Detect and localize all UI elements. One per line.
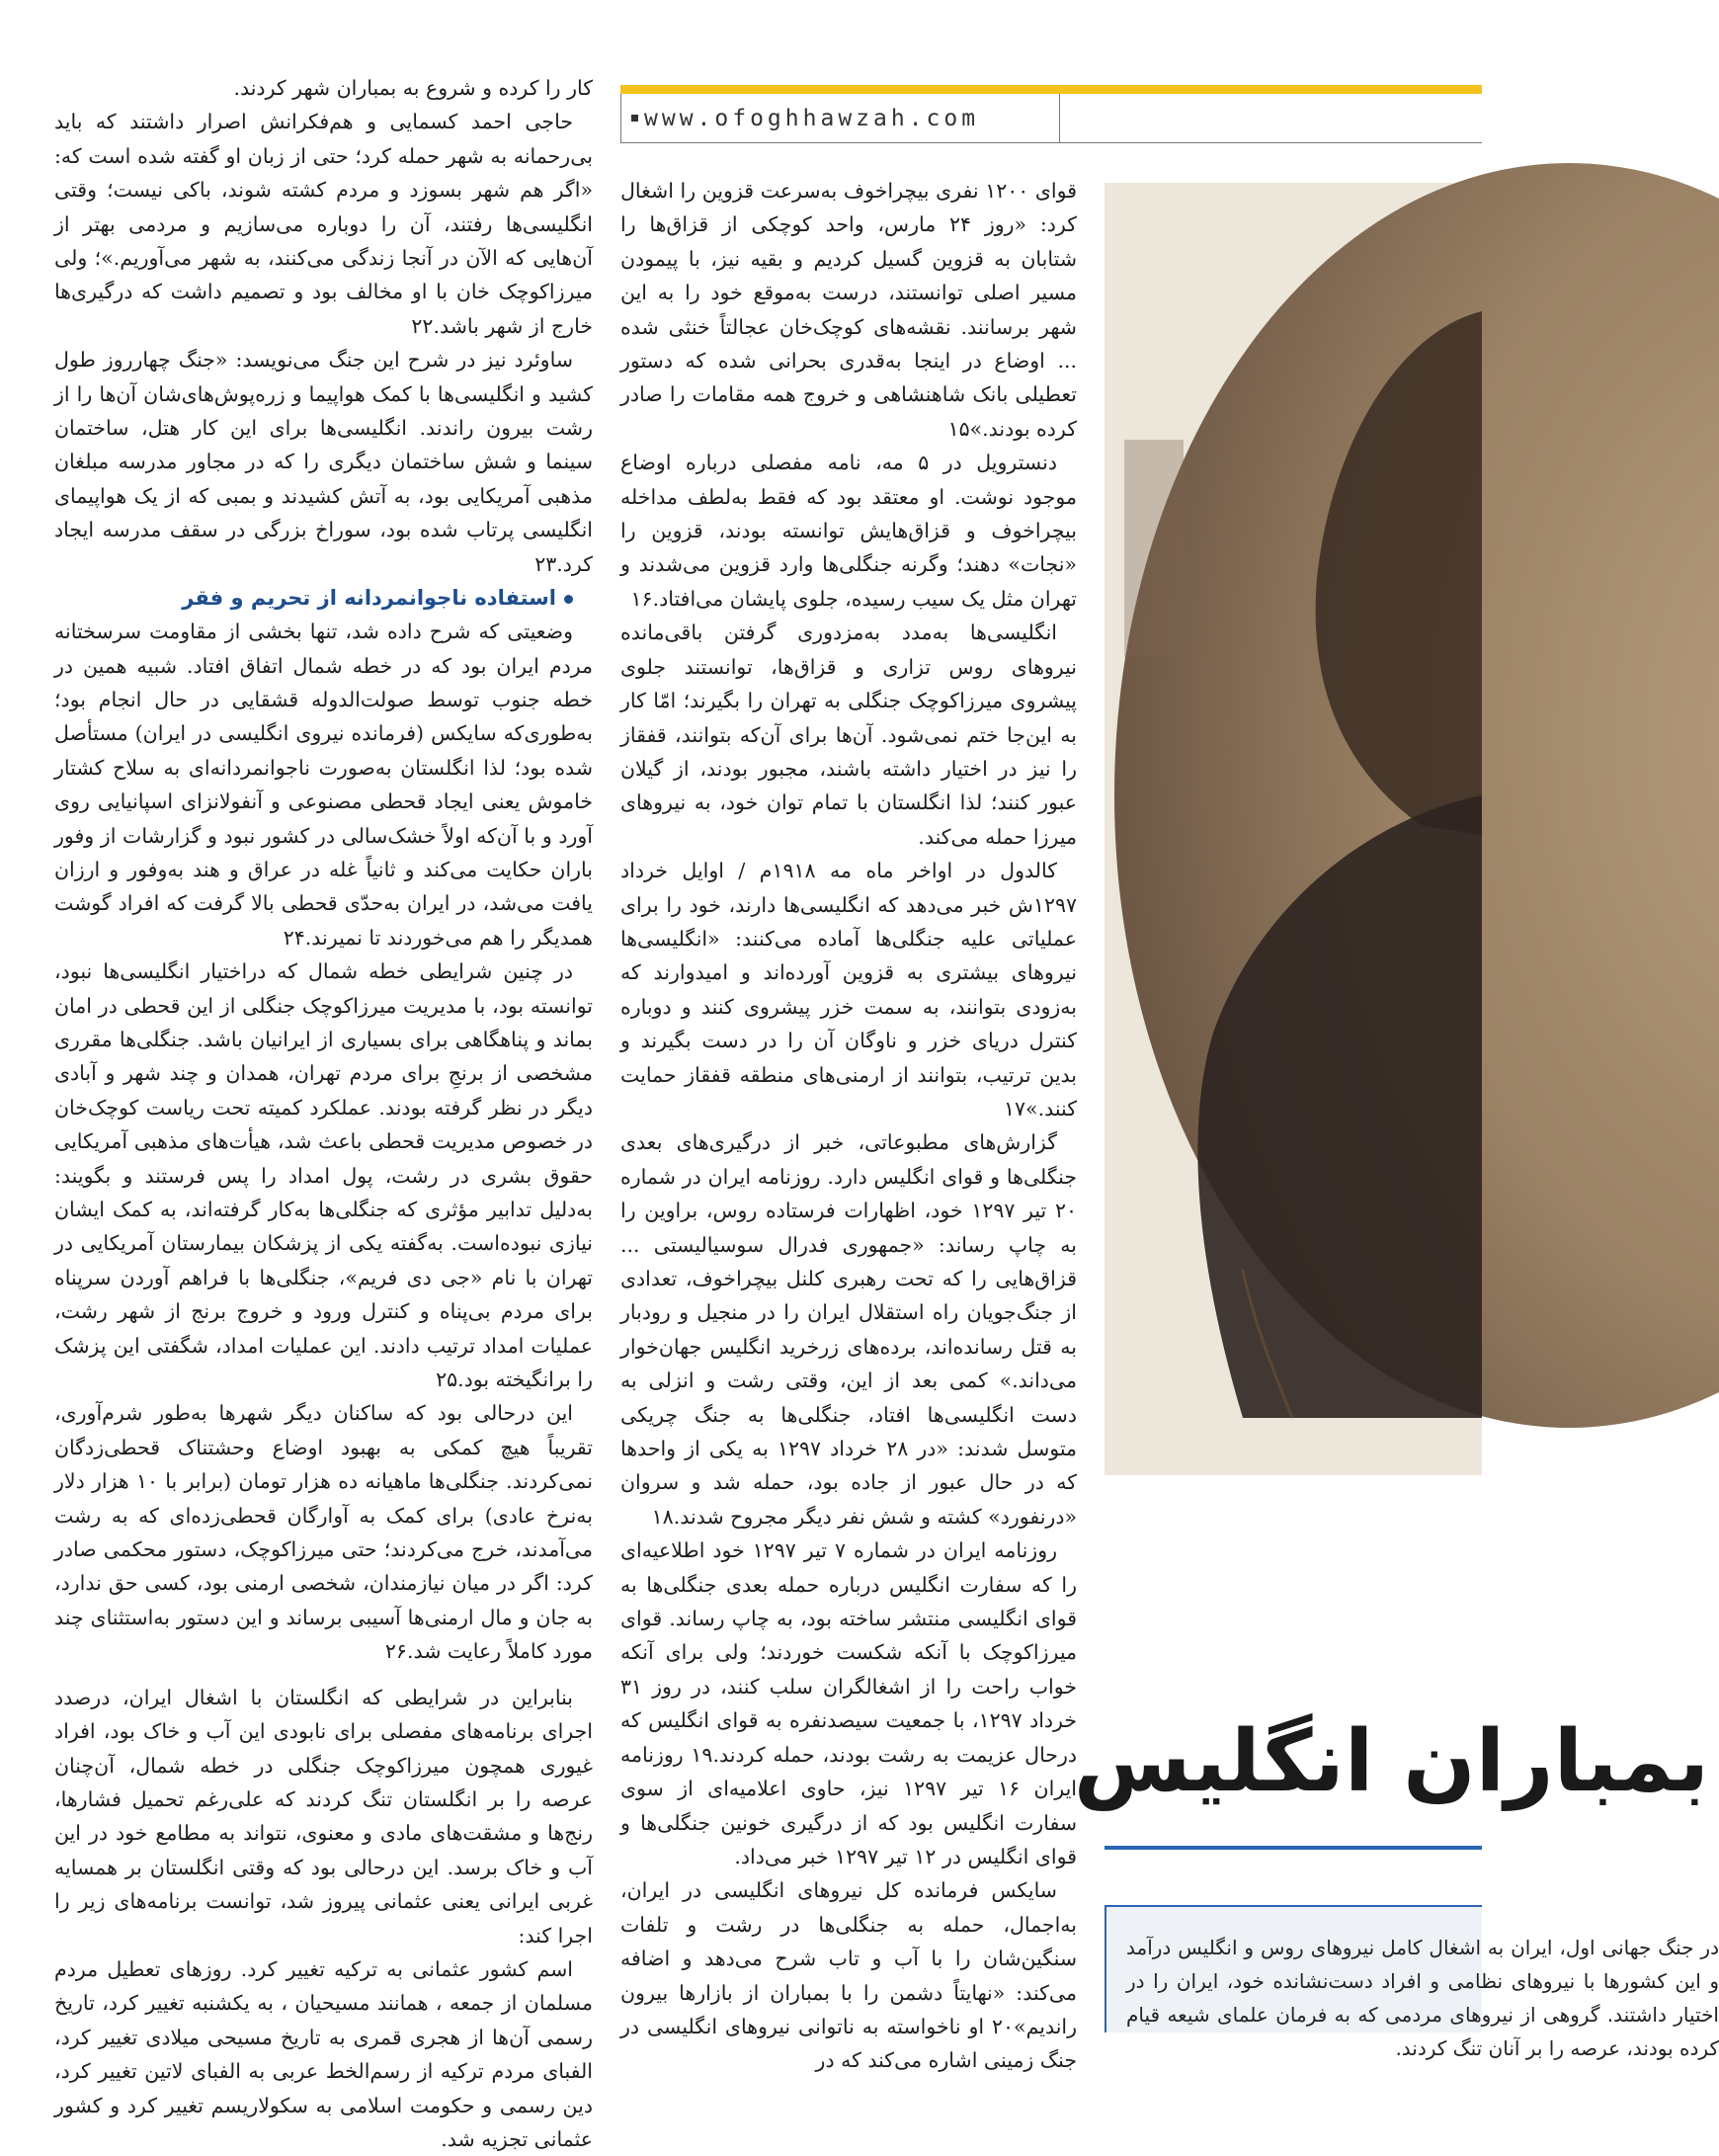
paragraph: حاجی احمد کسمایی و هم‌فکرانش اصرار داشتند که باید بی‌رحمانه به شهر حمله کرد؛ حتی از زبان او گفته شده است که: «اگر هم شهر بسوزد و مردم کشته شوند، باکی نیست؛ وقتی انگلیسی‌ها رفتند، آن را دوباره می‌سازیم و مردمی بهتر از آن‌هایی که الآن در آنجا زندگی می‌کنند، به شهر می‌آوریم.»؛ ولی میرزاکوچک خان با او مخالف بود و تصمیم داشت که درگیری‌ها خارج از شهر باشد.۲۲ xyxy=(54,110,593,338)
paragraph: در چنین شرایطی خطه شمال که دراختیار انگلیسی‌ها نبود، توانسته بود، با مدیریت میرزاکوچک جنگلی از این قحطی در امان بماند و پناهگاهی برای بسیاری از ایرانیان باشد. جنگلی‌ها مقرری مشخصی از برنجِ برای مردم تهران، همدان و چند شهر و آبادی دیگر در نظر گرفته بودند. عملکرد کمیته تحت ریاست کوچک‌خان در خصوص مدیریت قحطی باعث شد، هیأت‌های مذهبی آمریکایی حقوق بشری در رشت، پول امداد را پس فرستند و بگویند: به‌دلیل تدابیر مؤثری که جنگلی‌ها به‌کار گرفته‌اند، به کمک ایشان نیازی نبوده‌است. به‌گفته یکی از پزشکان بیمارستان آمریکایی در تهران با نام «جی دی فریم»، جنگلی‌ها با فراهم آوردن سرپناه برای مردم بی‌پناه و کنترل ورود و خروج برنج از شهر رشت، عملیات امداد ترتیب دادند. این عملیات امداد، شگفتی این پزشک را برانگیخته بود.۲۵ xyxy=(54,959,593,1392)
paragraph: دنسترویل در ۵ مه، نامه مفصلی درباره اوضاع موجود نوشت. او معتقد بود که فقط به‌لطف مداخله بیچراخوف و قزاق‌هایش توانسته بودند، قزوین را «نجات» دهند؛ وگرنه جنگلی‌ها وارد قزوین می‌شدند و تهران مثل یک سیب رسیده، جلوی پایشان می‌افتاد.۱۶ xyxy=(620,451,1077,611)
paragraph: بنابراین در شرایطی که انگلستان با اشغال ایران، درصدد اجرای برنامه‌های مفصلی برای نابودی این آب و خاک بود، افراد غیوری همچون میرزاکوچک جنگلی در خطه شمال، آن‌چنان عرصه را بر انگلستان تنگ کردند که علی‌رغم تحمیل فشارها، رنج‌ها و مشقت‌های مادی و معنوی، نتواند به مطامع خود در این آب و خاک برسد. این درحالی بود که وقتی انگلستان بر همسایه غربی ایرانی یعنی عثمانی پیروز شد، توانست برنامه‌های زیر را اجرا کند: xyxy=(54,1685,593,1948)
paragraph: کالدول در اواخر ماه مه ۱۹۱۸م / اوایل خرداد ۱۲۹۷ش خبر می‌دهد که انگلیسی‌ها دارند، خود را برای عملیاتی علیه جنگلی‌ها آماده می‌کنند: «انگلیسی‌ها نیروهای بیشتری به قزوین آورده‌اند و امیدوارند که به‌زودی بتوانند، به سمت خزر پیشروی کنند و دوباره کنترل دریای خزر و ناوگان آن را در دست بگیرند و بدین ترتیب، بتوانند از ارمنی‌های منطقه قفقاز حمایت کنند.»۱۷ xyxy=(620,859,1077,1120)
paragraph: سایکس فرمانده کل نیروهای انگلیسی در ایران، به‌اجمال، حمله به جنگلی‌ها در رشت و تلفات سنگین‌شان را با آب و تاب شرح می‌دهد و اضافه می‌کند: «نهایتاً دشمن را با بمباران از بازارها بیرون راندیم»۲۰ او ناخواسته به ناتوانی نیروهای انگلیسی در جنگ زمینی اشاره می‌کند که در xyxy=(620,1878,1077,2073)
paragraph: وضعیتی که شرح داده شد، تنها بخشی از مقاومت سرسختانه مردم ایران بود که در خطه شمال اتفاق افتاد. شبیه همین در خطه جنوب توسط صولت‌الدوله قشقایی در حال انجام بود؛ به‌طوری‌که سایکس (فرمانده نیروی انگلیسی در ایران) مستأصل شده بود؛ لذا انگلستان به‌صورت ناجوانمردانه‌ای به سلاح کشتار خاموش یعنی ایجاد قحطی مصنوعی و آنفولانزای اسپانیایی روی آورد و با آن‌که اولاً خشک‌سالی در کشور نبود و گزارشات از وفور باران حکایت می‌کند و ثانیاً غله در عراق و هند به‌وفور و ارزان یافت می‌شد، در ایران به‌حدّی قحطی بالا گرفت که افراد گوشت همدیگر را هم می‌خوردند تا نمیرند.۲۴ xyxy=(54,620,593,950)
subheading-text: استفاده ناجوانمردانه از تحریم و فقر xyxy=(182,586,556,611)
header-accent-bar xyxy=(620,85,1482,94)
paragraph: ساوئرد نیز در شرح این جنگ می‌نویسد: «جنگ چهارروز طول کشید و انگلیسی‌ها با کمک هواپیما و زره‌پوش‌های‌شان آن‌ها را از رشت بیرون راندند. انگلیسی‌ها برای این کار هتل، ساختمان سینما و شش ساختمان دیگری را که در مجاور مدرسه مبلغان مذهبی آمریکایی بود، به آتش کشیدند و بمبی که از یک هواپیمای انگلیسی پرتاب شده بود، سوراخ بزرگی در سقف مدرسه ایجاد کرد.۲۳ xyxy=(54,348,593,576)
website-url[interactable]: www.ofoghhawzah.com xyxy=(644,105,980,131)
paragraph: این درحالی بود که ساکنان دیگر شهرها به‌طور شرم‌آوری، تقریباً هیچ کمکی به بهبود اوضاع وحشتناک قحطی‌زدگان نمی‌کردند. جنگلی‌ها ماهیانه ده هزار تومان (برابر با ۱۰ هزار دلار به‌نرخ عادی) برای کمک به آوارگان قحطی‌زده‌ای که به رشت می‌آمدند، خرج می‌کردند؛ حتی میرزاکوچک، دستور محکمی صادر کرد: اگر در میان نیازمندان، شخصی ارمنی بود، کسی حق ندارد، به جان و مال ارمنی‌ها آسیبی برساند و این دستور به‌استثنای چند مورد کاملاً رعایت شد.۲۶ xyxy=(54,1401,593,1664)
headline-rule xyxy=(1105,1846,1482,1850)
bullet-icon xyxy=(564,595,573,604)
portrait-photo-icon xyxy=(1105,183,1482,1475)
header-rule xyxy=(1060,94,1482,143)
paragraph: قوای ۱۲۰۰ نفری بیچراخوف به‌سرعت قزوین را اشغال کرد: «روز ۲۴ مارس، واحد کوچکی از قزاق‌ها را شتابان به قزوین گسیل کردیم و بقیه نیز، با پیمودن مسیر اصلی توانستند، درست به‌موقع خود را به این شهر برسانند. نقشه‌های کوچک‌خان عجالتاً خنثی شده ... اوضاع در اینجا به‌قدری بحرانی شده که دستور تعطیلی بانک شاهنشاهی و خروج همه مقامات را صادر کرده بودند.»۱۵ xyxy=(620,179,1077,441)
portrait-photo xyxy=(1105,183,1482,1475)
paragraph: اسم کشور عثمانی به ترکیه تغییر کرد. روزهای تعطیل مردم مسلمان از جمعه ، همانند مسیحیان ، به یکشنبه تغییر کرد، تاریخ رسمی آن‌ها از هجری قمری به تاریخ مسیحی میلادی تغییر کرد، الفبای مردم ترکیه از رسم‌الخط عربی به الفبای لاتین تغییر کرد، دین رسمی و حکومت اسلامی به سکولاریسم تغییر کرد و کشور عثمانی تجزیه شد. xyxy=(54,1956,593,2151)
section-subheading xyxy=(54,581,593,615)
left-text-column xyxy=(54,71,593,2151)
paragraph: انگلیسی‌ها به‌مدد به‌مزدوری گرفتن باقی‌مانده نیروهای روس تزاری و قزاق‌ها، توانستند جلوی پیشروی میرزاکوچک جنگلی به تهران را بگیرند؛ امّا کار به این‌جا ختم نمی‌شود. آن‌ها برای آن‌که بتوانند، قفقاز را نیز در اختیار داشته باشند، مجبور بودند، از گیلان عبور کنند؛ لذا انگلستان با تمام توان خود، به نیروهای میرزا حمله می‌کند. xyxy=(620,621,1077,849)
headline xyxy=(1073,1704,1709,1823)
paragraph: روزنامه ایران در شماره ۷ تیر ۱۲۹۷ خود اطلاعیه‌ای را که سفارت انگلیس درباره حمله بعدی جنگلی‌ها به قوای انگلیسی منتشر ساخته بود، به چاپ رساند. قوای میرزاکوچک با آنکه شکست خوردند؛ ولی برای آنکه خواب راحت را از اشغالگران سلب کنند، در روز ۳۱ خرداد ۱۲۹۷، با جمعیت سیصدنفره به قوای انگلیس که درحال عزیمت به رشت بودند، حمله کردند.۱۹ روزنامه ایران ۱۶ تیر ۱۲۹۷ نیز، حاوی اعلامیه‌ای از سوی سفارت انگلیس بود که از درگیری خونین جنگلی‌ها و قوای انگلیس در ۱۲ تیر ۱۲۹۷ خبر می‌داد. xyxy=(620,1538,1078,1868)
paragraph: کار را کرده و شروع به بمباران شهر کردند. xyxy=(233,76,593,100)
paragraph: گزارش‌های مطبوعاتی، خبر از درگیری‌های بعدی جنگلی‌ها و قوای انگلیس دارد. روزنامه ایران در شماره ۲۰ تیر ۱۲۹۷ خود، اظهارات فرستاده روس، براوین را به چاپ رساند: «جمهوری فدرال سوسیالیستی ... قزاق‌هایی را که تحت رهبری کلنل بیچراخوف، تعدادی از جنگ‌جویان راه استقلال ایران را در منجیل و رودبار به قتل رسانده‌اند، برده‌های زرخرید انگلیس جهان‌خوار می‌داند.» کمی بعد از این، وقتی رشت و انزلی به دست انگلیسی‌ها افتاد، جنگلی‌ها به جنگ چریکی متوسل شدند: «در ۲۸ خرداد ۱۲۹۷ به یکی از واحدها که در حال عبور از جاده بود، حمله شد و سروان «درنفورد» کشته و شش نفر دیگر مجروح شدند.۱۸ xyxy=(620,1130,1077,1529)
intro-box xyxy=(1105,1905,1719,2060)
website-url-box[interactable] xyxy=(620,94,1060,143)
intro-text: در جنگ جهانی اول، ایران به اشغال کامل نیروهای روس و انگلیس درآمد و این کشورها با نیروهای نظامی و افراد دست‌نشانده خود، ایران را در اختیار داشتند. گروهی از نیروهای مردمی که به فرمان علمای شیعه قیام کرده بودند، عرصه را بر آنان تنگ کردند. xyxy=(1126,1936,1719,2060)
middle-text-column xyxy=(620,174,1078,2073)
square-bullet-icon xyxy=(631,115,638,122)
headline-text: بمباران انگلیس xyxy=(1073,1712,1709,1811)
